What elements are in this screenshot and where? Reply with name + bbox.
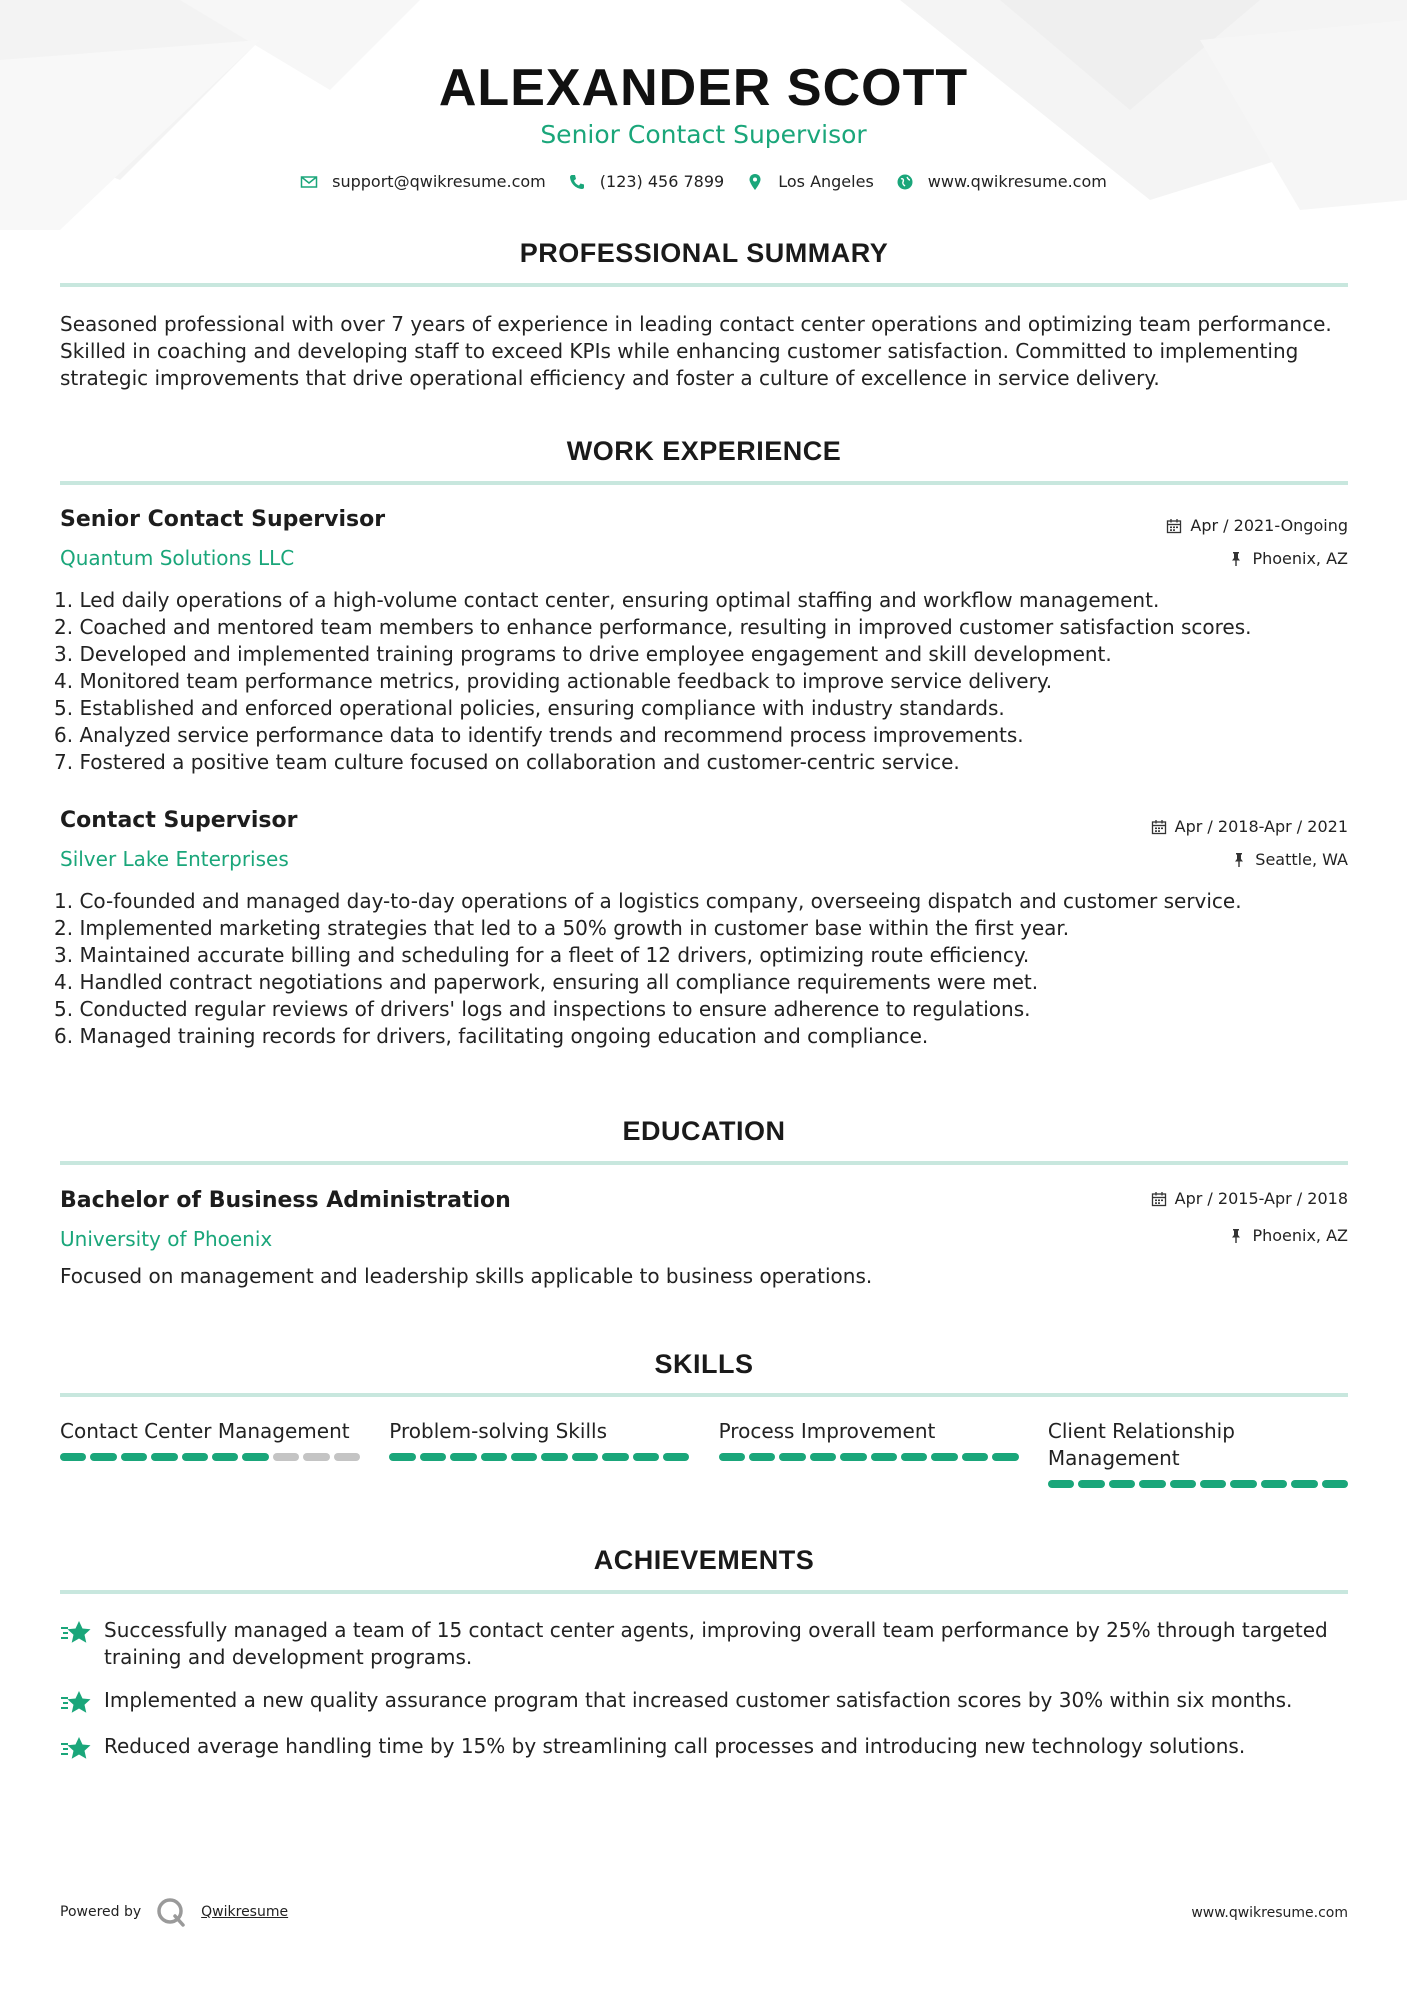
skill-level-segment bbox=[450, 1453, 476, 1461]
job-duties-list bbox=[54, 587, 1354, 776]
skill-level-segment bbox=[481, 1453, 507, 1461]
list-item: 3. Developed and implemented training programs to drive employee engagement and skill development. bbox=[54, 642, 1112, 666]
candidate-title: Senior Contact Supervisor bbox=[540, 120, 867, 149]
skill-level-segment bbox=[1170, 1480, 1196, 1488]
pushpin-icon bbox=[1228, 551, 1244, 567]
contact-location bbox=[746, 172, 874, 191]
job-dates bbox=[1151, 817, 1348, 836]
education-dates bbox=[1151, 1189, 1348, 1208]
job-location-text: Phoenix, AZ bbox=[1252, 549, 1348, 568]
job-company: Silver Lake Enterprises bbox=[60, 847, 289, 871]
qwikresume-logo-icon bbox=[155, 1896, 187, 1928]
job-dates-text: Apr / 2018-Apr / 2021 bbox=[1174, 817, 1348, 836]
qwikresume-link[interactable]: Qwikresume bbox=[201, 1904, 289, 1920]
envelope-icon bbox=[300, 173, 318, 191]
skill-level-segment bbox=[212, 1453, 238, 1461]
skill-level-segment bbox=[1291, 1480, 1317, 1488]
summary-heading: PROFESSIONAL SUMMARY bbox=[519, 238, 889, 268]
list-item bbox=[60, 1733, 1350, 1763]
phone-icon bbox=[568, 173, 586, 191]
experience-heading: WORK EXPERIENCE bbox=[566, 436, 842, 466]
skill-level-segment bbox=[1078, 1480, 1104, 1488]
skill-level-segment bbox=[541, 1453, 567, 1461]
skill-name: Client Relationship Management bbox=[1047, 1419, 1235, 1470]
skill-level-segment bbox=[719, 1453, 745, 1461]
skill-name: Process Improvement bbox=[718, 1419, 936, 1443]
education-degree: Bachelor of Business Administration bbox=[60, 1188, 511, 1213]
globe-icon bbox=[896, 173, 914, 191]
skill-item bbox=[389, 1418, 689, 1488]
list-item: 2. Coached and mentored team members to enhance performance, resulting in improved customer satisfaction scores. bbox=[54, 615, 1252, 639]
skill-level-segment bbox=[1322, 1480, 1348, 1488]
job-location-text: Seattle, WA bbox=[1255, 850, 1348, 869]
skill-level-segment bbox=[1261, 1480, 1287, 1488]
skill-level-segment bbox=[1048, 1480, 1074, 1488]
candidate-name: ALEXANDER SCOTT bbox=[438, 59, 969, 117]
skill-level-segment bbox=[962, 1453, 988, 1461]
list-item: 4. Monitored team performance metrics, providing actionable feedback to improve service delivery. bbox=[54, 669, 1053, 693]
skill-level-segment bbox=[779, 1453, 805, 1461]
job-location bbox=[1231, 850, 1348, 869]
skill-level-segment bbox=[60, 1453, 86, 1461]
skill-name: Contact Center Management bbox=[60, 1419, 350, 1443]
job-title: Senior Contact Supervisor bbox=[60, 507, 386, 532]
skill-level-segment bbox=[901, 1453, 927, 1461]
achievements-divider bbox=[60, 1590, 1348, 1594]
list-item: 4. Handled contract negotiations and paperwork, ensuring all compliance requirements were met. bbox=[54, 970, 1039, 994]
contact-email[interactable] bbox=[300, 172, 546, 191]
list-item bbox=[60, 1617, 1350, 1671]
skill-level-segment bbox=[749, 1453, 775, 1461]
skills-heading: SKILLS bbox=[654, 1349, 754, 1379]
education-description: Focused on management and leadership skills applicable to business operations. bbox=[60, 1264, 873, 1288]
skill-level-segment bbox=[1230, 1480, 1256, 1488]
list-item: 2. Implemented marketing strategies that led to a 50% growth in customer base within the first year. bbox=[54, 916, 1070, 940]
skill-level-segment bbox=[151, 1453, 177, 1461]
skill-level-bar bbox=[389, 1453, 689, 1461]
skill-level-segment bbox=[633, 1453, 659, 1461]
skill-item bbox=[1048, 1418, 1348, 1488]
list-item: 6. Analyzed service performance data to identify trends and recommend process improvements. bbox=[54, 723, 1024, 747]
education-location bbox=[1228, 1226, 1348, 1245]
education-dates-text: Apr / 2015-Apr / 2018 bbox=[1174, 1189, 1348, 1208]
map-marker-icon bbox=[746, 173, 764, 191]
skill-level-segment bbox=[810, 1453, 836, 1461]
list-item: 5. Established and enforced operational policies, ensuring compliance with industry standards. bbox=[54, 696, 1005, 720]
skill-level-segment bbox=[992, 1453, 1018, 1461]
skill-level-segment bbox=[931, 1453, 957, 1461]
calendar-icon bbox=[1151, 819, 1167, 835]
job-title: Contact Supervisor bbox=[60, 808, 298, 833]
skill-level-segment bbox=[1200, 1480, 1226, 1488]
skill-level-segment bbox=[572, 1453, 598, 1461]
contact-location-text: Los Angeles bbox=[778, 172, 874, 191]
skill-level-segment bbox=[420, 1453, 446, 1461]
achievements-list bbox=[60, 1617, 1350, 1779]
list-item bbox=[60, 1687, 1350, 1717]
skill-level-segment bbox=[1139, 1480, 1165, 1488]
skills-grid bbox=[60, 1418, 1348, 1488]
summary-text: Seasoned professional with over 7 years of experience in leading contact center operations and optimizing team performance. Skilled in coaching and developing staff to exceed KPIs while enhancing customer satisfaction. Committed to implementing strategic improvements that drive operational efficiency and foster a culture of excellence in service delivery. bbox=[60, 312, 1332, 390]
skill-level-segment bbox=[273, 1453, 299, 1461]
skill-level-segment bbox=[389, 1453, 415, 1461]
skill-level-segment bbox=[511, 1453, 537, 1461]
job-location bbox=[1228, 549, 1348, 568]
contact-phone[interactable] bbox=[568, 172, 724, 191]
list-item: 1. Co-founded and managed day-to-day operations of a logistics company, overseeing dispatch and customer service. bbox=[54, 889, 1242, 913]
pushpin-icon bbox=[1231, 852, 1247, 868]
skill-item bbox=[60, 1418, 360, 1488]
list-item: 1. Led daily operations of a high-volume contact center, ensuring optimal staffing and workflow management. bbox=[54, 588, 1160, 612]
contact-phone-text: (123) 456 7899 bbox=[599, 172, 725, 191]
skill-level-segment bbox=[871, 1453, 897, 1461]
skill-level-segment bbox=[334, 1453, 360, 1461]
contact-email-text: support@qwikresume.com bbox=[332, 172, 546, 191]
experience-divider bbox=[60, 481, 1348, 485]
contact-website-text: www.qwikresume.com bbox=[927, 172, 1107, 191]
skill-level-segment bbox=[303, 1453, 329, 1461]
contact-bar bbox=[0, 172, 1407, 191]
achievement-text: Successfully managed a team of 15 contact center agents, improving overall team performance by 25% through targeted training and development programs. bbox=[104, 1618, 1328, 1669]
education-school: University of Phoenix bbox=[60, 1227, 273, 1251]
powered-by-label: Powered by bbox=[60, 1904, 142, 1920]
list-item: 6. Managed training records for drivers, facilitating ongoing education and compliance. bbox=[54, 1024, 929, 1048]
skill-name: Problem-solving Skills bbox=[389, 1419, 607, 1443]
education-heading: EDUCATION bbox=[622, 1116, 786, 1146]
job-company: Quantum Solutions LLC bbox=[60, 546, 295, 570]
skill-level-bar bbox=[1048, 1480, 1348, 1488]
list-item: 3. Maintained accurate billing and scheduling for a fleet of 12 drivers, optimizing route efficiency. bbox=[54, 943, 1030, 967]
job-duties-list bbox=[54, 888, 1354, 1050]
achievement-text: Reduced average handling time by 15% by streamlining call processes and introducing new technology solutions. bbox=[104, 1734, 1246, 1758]
achievement-text: Implemented a new quality assurance program that increased customer satisfaction scores by 30% within six months. bbox=[104, 1688, 1293, 1712]
list-item: 5. Conducted regular reviews of drivers' logs and inspections to ensure adherence to regulations. bbox=[54, 997, 1031, 1021]
skill-level-segment bbox=[602, 1453, 628, 1461]
skill-level-segment bbox=[663, 1453, 689, 1461]
contact-website[interactable] bbox=[896, 172, 1107, 191]
skill-level-segment bbox=[182, 1453, 208, 1461]
skill-level-segment bbox=[1109, 1480, 1135, 1488]
skill-level-segment bbox=[121, 1453, 147, 1461]
skill-item bbox=[719, 1418, 1019, 1488]
list-item: 7. Fostered a positive team culture focused on collaboration and customer-centric service. bbox=[54, 750, 960, 774]
star-icon bbox=[60, 1619, 92, 1647]
skill-level-segment bbox=[242, 1453, 268, 1461]
job-dates bbox=[1166, 516, 1348, 535]
footer-powered-by bbox=[60, 1896, 288, 1928]
pushpin-icon bbox=[1228, 1228, 1244, 1244]
summary-divider bbox=[60, 283, 1348, 287]
skill-level-bar bbox=[719, 1453, 1019, 1461]
skills-divider bbox=[60, 1393, 1348, 1397]
star-icon bbox=[60, 1689, 92, 1717]
calendar-icon bbox=[1166, 518, 1182, 534]
star-icon bbox=[60, 1735, 92, 1763]
education-divider bbox=[60, 1161, 1348, 1165]
achievements-heading: ACHIEVEMENTS bbox=[593, 1545, 815, 1575]
calendar-icon bbox=[1151, 1191, 1167, 1207]
education-location-text: Phoenix, AZ bbox=[1252, 1226, 1348, 1245]
footer-website[interactable]: www.qwikresume.com bbox=[1191, 1905, 1348, 1921]
skill-level-segment bbox=[840, 1453, 866, 1461]
job-dates-text: Apr / 2021-Ongoing bbox=[1190, 516, 1348, 535]
skill-level-segment bbox=[90, 1453, 116, 1461]
skill-level-bar bbox=[60, 1453, 360, 1461]
